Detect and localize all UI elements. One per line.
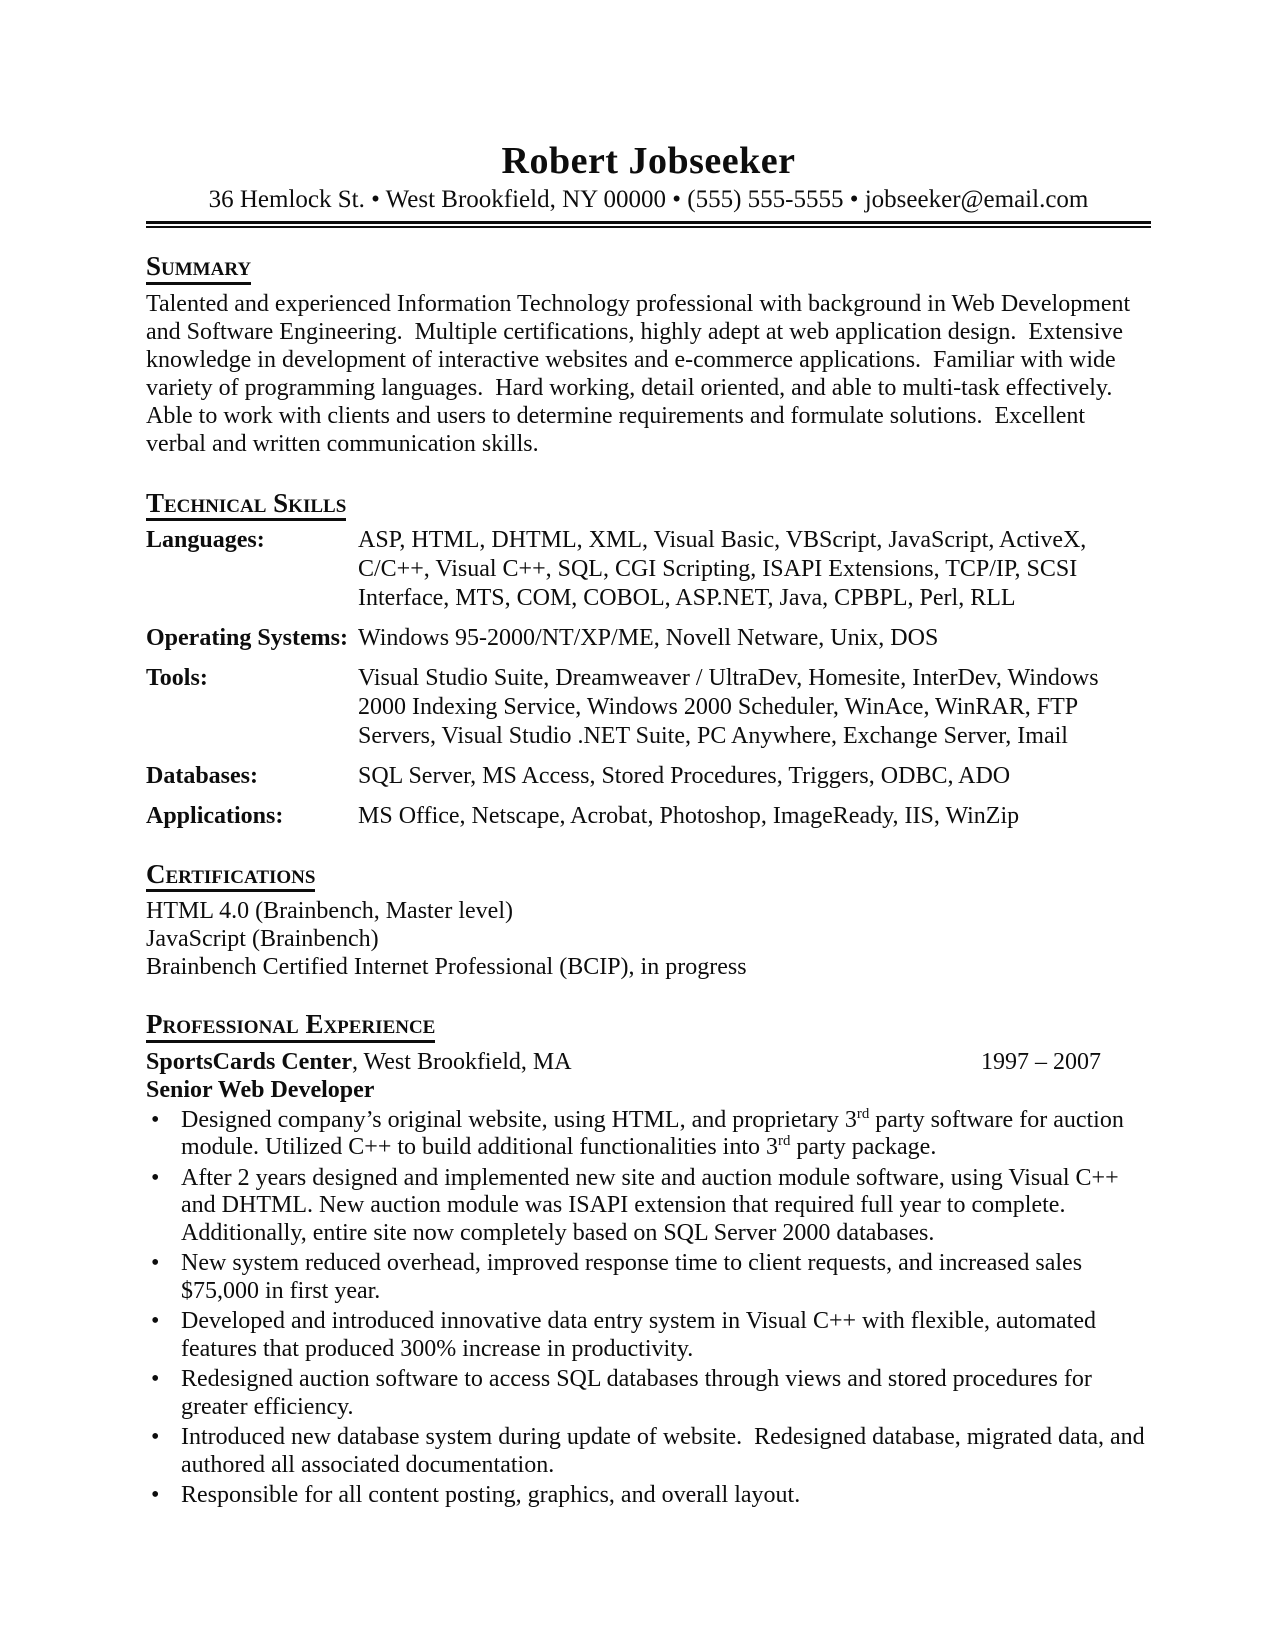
job-company-location (146, 1048, 572, 1076)
experience-bullet: • After 2 years designed and implemented new site and auction module software, using Visual C++ and DHTML. New auction module was ISAPI extension that required full year to complete. Additionally, entire site now completely based on SQL Server 2000 databases. (146, 1165, 1151, 1248)
contact-line: 36 Hemlock St. • West Brookfield, NY 00000 • (555) 555-5555 • jobseeker@email.com (208, 185, 1089, 213)
certification-item: HTML 4.0 (Brainbench, Master level) (146, 898, 513, 925)
skill-label: Languages: (146, 526, 265, 553)
technical-skills-section (146, 489, 1151, 831)
summary-section (146, 252, 1151, 457)
job-dates: 1997 – 2007 (981, 1048, 1101, 1075)
skill-row-applications (146, 802, 1151, 831)
skill-value: ASP, HTML, DHTML, XML, Visual Basic, VBScript, JavaScript, ActiveX, C/C++, Visual C++, SQL, CGI Scripting, ISAPI Extensions, TCP/IP, SCSI Interface, MTS, COM, COBOL, ASP.NET, Java, CPBPL, Perl, RLL (358, 526, 1093, 611)
experience-bullet: • Introduced new database system during update of website. Redesigned database, migrated data, and authored all associated documentation. (146, 1424, 1151, 1479)
certification-item: Brainbench Certified Internet Professional (BCIP), in progress (146, 954, 747, 981)
skill-label: Databases: (146, 762, 258, 789)
skill-value: SQL Server, MS Access, Stored Procedures, Triggers, ODBC, ADO (358, 762, 1011, 789)
technical-skills-heading: Technical Skills (146, 489, 346, 521)
job-company: SportsCards Center (146, 1048, 352, 1075)
experience-bullet: • Responsible for all content posting, graphics, and overall layout. (146, 1482, 1151, 1510)
experience-heading: Professional Experience (146, 1010, 435, 1042)
summary-text: Talented and experienced Information Technology professional with background in Web Development and Software Engineering. Multiple certifications, highly adept at web application design. Extensive knowledge in development of interactive websites and e-commerce applications. Familiar with wide variety of programming languages. Hard working, detail oriented, and able to multi-task effectively. Able to work with clients and users to determine requirements and formulate solutions. Excellent verbal and written communication skills. (146, 290, 1137, 457)
experience-bullet-list (146, 1107, 1151, 1510)
skill-label: Applications: (146, 802, 284, 829)
header-divider (146, 221, 1151, 228)
experience-bullet: • Designed company’s original website, using HTML, and proprietary 3rd party software for auction module. Utilized C++ to build additional functionalities into 3rd party package. (146, 1107, 1151, 1162)
certifications-heading: Certifications (146, 860, 315, 892)
skill-value: Visual Studio Suite, Dreamweaver / UltraDev, Homesite, InterDev, Windows 2000 Indexing Service, Windows 2000 Scheduler, WinAce, WinRAR, FTP Servers, Visual Studio .NET Suite, PC Anywhere, Exchange Server, Imail (358, 664, 1105, 749)
skill-row-databases (146, 762, 1151, 791)
skill-value: MS Office, Netscape, Acrobat, Photoshop, ImageReady, IIS, WinZip (358, 802, 1020, 829)
experience-section (146, 1010, 1151, 1509)
skill-value: Windows 95-2000/NT/XP/ME, Novell Netware, Unix, DOS (358, 624, 939, 651)
job-title: Senior Web Developer (146, 1076, 375, 1103)
job-header-row (146, 1048, 1151, 1076)
experience-bullet: • Redesigned auction software to access SQL databases through views and stored procedures for greater efficiency. (146, 1366, 1151, 1421)
skill-row-languages (146, 526, 1151, 613)
skill-label: Tools: (146, 664, 208, 691)
experience-bullet: • New system reduced overhead, improved response time to client requests, and increased sales $75,000 in first year. (146, 1250, 1151, 1305)
skill-label: Operating Systems: (146, 624, 348, 651)
resume-header (146, 140, 1151, 228)
certification-item: JavaScript (Brainbench) (146, 926, 379, 953)
person-name: Robert Jobseeker (501, 140, 796, 182)
certifications-section (146, 860, 1151, 981)
skill-row-tools (146, 664, 1151, 751)
skill-row-operating-systems (146, 624, 1151, 653)
summary-heading: Summary (146, 252, 251, 284)
job-location: , West Brookfield, MA (351, 1048, 572, 1075)
experience-bullet: • Developed and introduced innovative data entry system in Visual C++ with flexible, automated features that produced 300% increase in productivity. (146, 1308, 1151, 1363)
